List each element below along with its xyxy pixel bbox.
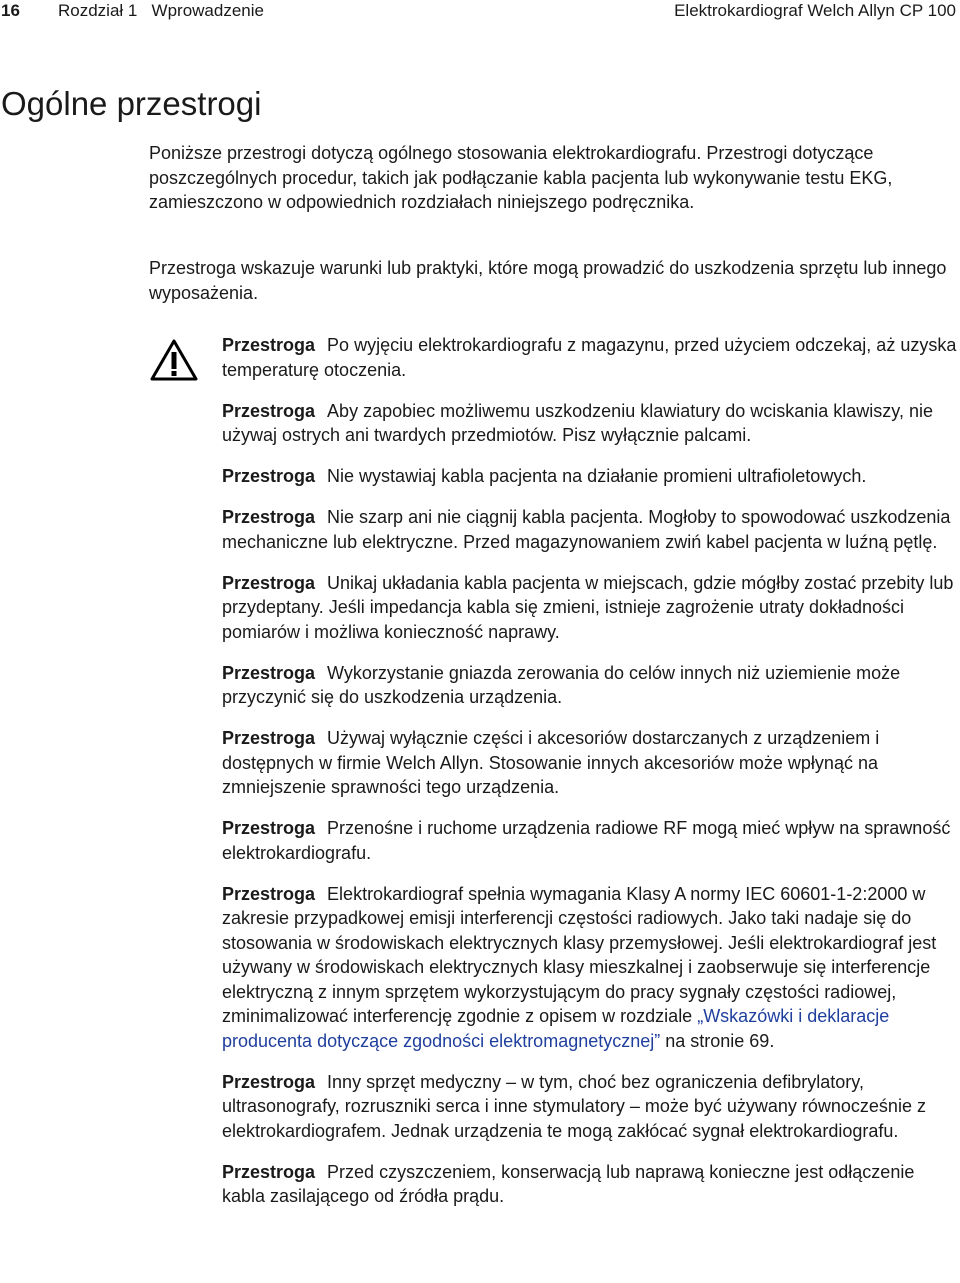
caution-label: Przestroga: [222, 466, 316, 486]
chapter-title: Rozdział 1 Wprowadzenie: [58, 1, 264, 20]
caution-list: [222, 333, 960, 1225]
caution-item: [222, 1160, 960, 1209]
page-header: [0, 0, 960, 24]
caution-label: Przestroga: [222, 572, 316, 593]
caution-item: [222, 399, 960, 448]
caution-text: Po wyjęciu elektrokardiografu z magazynu, przed użyciem odczekaj, aż uzyska temperaturę otoczenia.: [222, 335, 957, 380]
caution-text: Inny sprzęt medyczny – w tym, choć bez ograniczenia defibrylatory, ultrasonografy, rozruszniki serca i inne stymulatory – może być używany równocześnie z elektrokardiografem. Jednak urządzenia te mogą zakłócać sygnał elektrokardiografu.: [222, 1071, 926, 1141]
caution-item: [222, 882, 960, 1054]
caution-item: [222, 816, 960, 865]
caution-text: Unikaj układania kabla pacjenta w miejscach, gdzie mógłby zostać przebity lub przydeptany. Jeśli impedancja kabla się zmieni, istnieje zagrożenie utraty dokładności pomiarów i możliwa konieczność naprawy.: [222, 572, 954, 642]
caution-text: Wykorzystanie gniazda zerowania do celów innych niż uziemienie może przyczynić się do uszkodzenia urządzenia.: [222, 662, 901, 707]
caution-text: Przenośne i ruchome urządzenia radiowe RF mogą mieć wpływ na sprawność elektrokardiografu.: [222, 818, 951, 863]
section-heading: Ogólne przestrogi: [1, 85, 262, 122]
caution-item: [222, 1070, 960, 1144]
caution-label: Przestroga: [222, 883, 316, 904]
caution-label: Przestroga: [222, 400, 316, 421]
caution-label: Przestroga: [222, 1161, 316, 1182]
caution-item: [222, 505, 960, 554]
warning-triangle-icon: [150, 339, 198, 381]
page-number: 16: [1, 1, 20, 20]
caution-text: Nie szarp ani nie ciągnij kabla pacjenta. Mogłoby to spowodować uszkodzenia mechaniczne lub elektryczne. Przed magazynowaniem zwiń kabel pacjenta w luźną pętlę.: [222, 507, 951, 552]
intro-paragraph-1: Poniższe przestrogi dotyczą ogólnego stosowania elektrokardiografu. Przestrogi dotyczące poszczególnych procedur, takich jak podłączanie kabla pacjenta lub wykonywanie testu EKG, zamieszczono w odpowiednich rozdziałach niniejszego podręcznika.: [149, 143, 893, 212]
caution-label: Przestroga: [222, 1071, 316, 1092]
caution-item: [222, 726, 960, 800]
caution-text-after-link: na stronie 69.: [660, 1030, 775, 1051]
caution-label: Przestroga: [222, 818, 316, 838]
caution-label: Przestroga: [222, 335, 316, 355]
caution-item: [222, 464, 960, 489]
caution-text: Aby zapobiec możliwemu uszkodzeniu klawiatury do wciskania klawiszy, nie używaj ostrych ani twardych przedmiotów. Pisz wyłącznie palcami.: [222, 400, 933, 445]
cross-reference-link[interactable]: „Wskazówki i deklaracje producenta dotyczące zgodności elektromagnetycznej”: [222, 1006, 890, 1051]
caution-label: Przestroga: [222, 728, 316, 748]
caution-label: Przestroga: [222, 507, 316, 527]
caution-text: Przed czyszczeniem, konserwacją lub naprawą konieczne jest odłączenie kabla zasilającego od źródła prądu.: [222, 1161, 915, 1206]
caution-item: [222, 571, 960, 645]
caution-item: [222, 333, 960, 382]
caution-item: [222, 661, 960, 710]
caution-text: Elektrokardiograf spełnia wymagania Klasy A normy IEC 60601-1-2:2000 w zakresie przypadkowej emisji interferencji częstości radiowych. Jako taki nadaje się do stosowania w środowiskach elektrycznych klasy przemysłowej. Jeśli elektrokardiograf jest używany w środowiskach elektrycznych klasy mieszkalnej i zaobserwuje się interferencje elektryczną z innym sprzętem wykorzystującym do pracy sygnały częstości radiowej, zminimalizować interferencję zgodnie z opisem w rozdziale: [222, 883, 937, 1026]
document-title: Elektrokardiograf Welch Allyn CP 100: [674, 1, 956, 20]
caution-label: Przestroga: [222, 662, 316, 683]
caution-text: Używaj wyłącznie części i akcesoriów dostarczanych z urządzeniem i dostępnych w firmie Welch Allyn. Stosowanie innych akcesoriów może wpłynąć na zmniejszenie sprawności tego urządzenia.: [222, 728, 880, 797]
intro-paragraph-2: Przestroga wskazuje warunki lub praktyki, które mogą prowadzić do uszkodzenia sprzętu lub innego wyposażenia.: [149, 258, 947, 303]
caution-text: Nie wystawiaj kabla pacjenta na działanie promieni ultrafioletowych.: [327, 466, 867, 486]
